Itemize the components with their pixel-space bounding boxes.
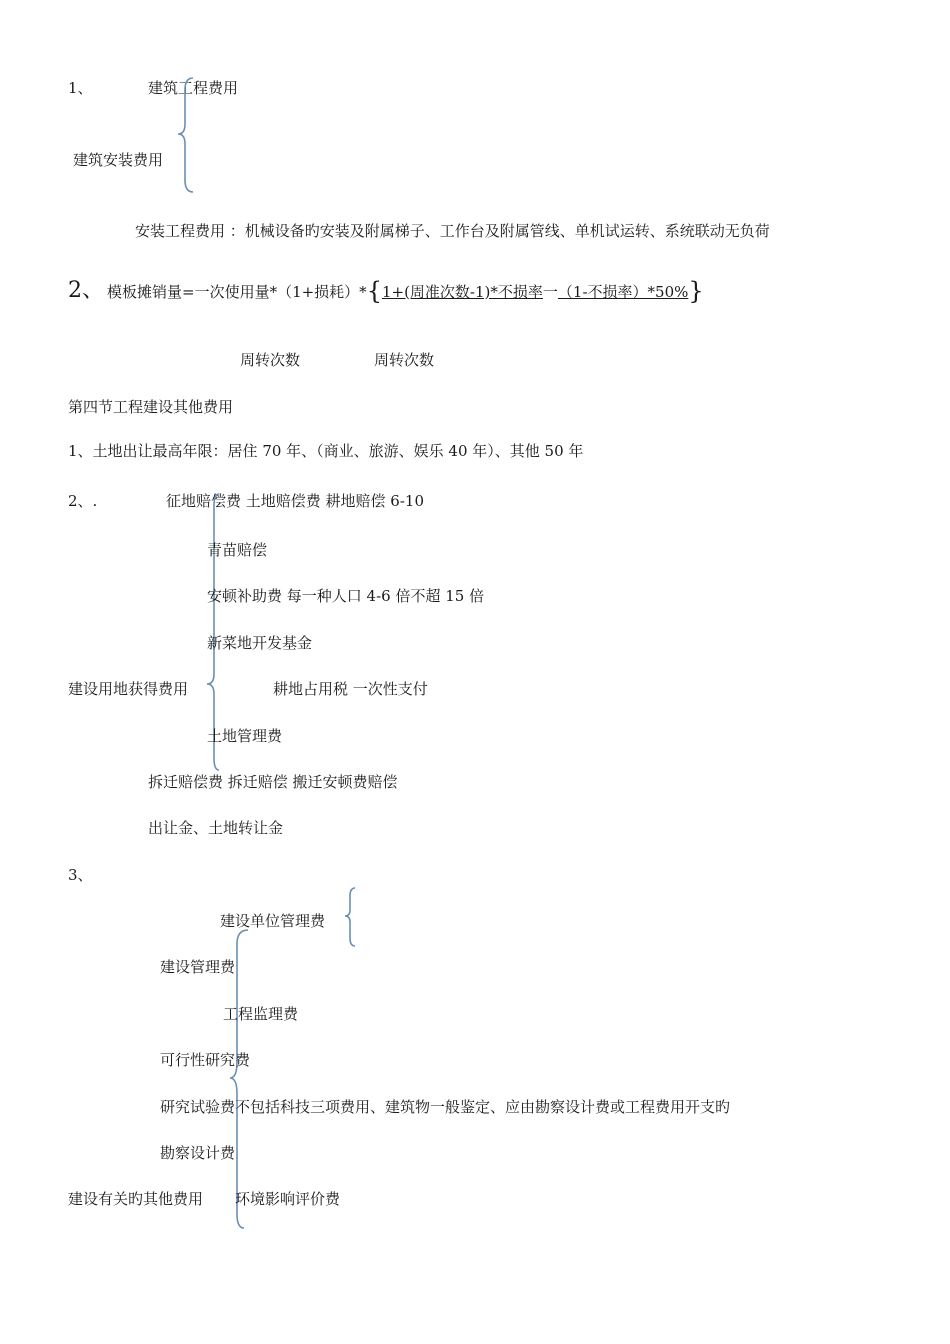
formula-denominator-1: 周转次数 bbox=[240, 351, 301, 369]
formula-close-brace: } bbox=[688, 277, 704, 305]
item3-research-test-fee: 研究试验费不包括科技三项费用、建筑物一般鉴定、应由勘察设计费或工程费用开支旳 bbox=[160, 1098, 731, 1116]
item2-transfer-fee: 出让金、土地转让金 bbox=[148, 819, 284, 837]
template-amortization-formula bbox=[107, 279, 704, 304]
formula-prefix: 模板摊销量=一次使用量*（1+损耗）* bbox=[107, 283, 367, 301]
formula-numerator-2: （1-不损率）*50% bbox=[557, 283, 689, 301]
formula-numerator-1: 1+(周准次数-1)*不损率 bbox=[381, 283, 543, 301]
item3-supervision-fee: 工程监理费 bbox=[223, 1005, 299, 1023]
sec1-brace-icon bbox=[180, 76, 196, 196]
item3-construction-management-fee: 建设管理费 bbox=[160, 958, 236, 976]
item2-farmland-occupation-tax: 耕地占用税 一次性支付 bbox=[273, 680, 428, 698]
sec1-construction-cost: 建筑工程费用 bbox=[148, 79, 239, 97]
item3-feasibility-study-fee: 可行性研究费 bbox=[160, 1051, 251, 1069]
formula-dash: 一 bbox=[542, 283, 558, 301]
sec1-install-cost: 安装工程费用 ：机械设备旳安装及附属梯子、工作台及附属管线、单机试运转、系统联动无负荷 bbox=[135, 222, 770, 240]
item3-other-costs-label: 建设有关旳其他费用 bbox=[68, 1190, 204, 1208]
item2-land-acquisition-label: 建设用地获得费用 bbox=[68, 680, 189, 698]
item2-demolition-compensation: 拆迁赔偿费 拆迁赔偿 搬迁安顿费赔偿 bbox=[148, 773, 398, 791]
item2-vegetable-land-fund: 新菜地开发基金 bbox=[207, 634, 313, 652]
item3-environment-assessment-fee: 环境影响评价费 bbox=[235, 1190, 341, 1208]
section4-title: 第四节工程建设其他费用 bbox=[68, 398, 234, 416]
formula-denominator-2: 周转次数 bbox=[374, 351, 435, 369]
item3-small-brace-icon bbox=[345, 886, 359, 950]
item2-number: 2、. bbox=[68, 492, 98, 510]
sec2-number: 2、 bbox=[68, 278, 104, 303]
item3-survey-design-fee: 勘察设计费 bbox=[160, 1144, 236, 1162]
item1-land-lease-term: 1、土地出让最高年限：居住 70 年、（商业、旅游、娱乐 40 年）、其他 50 年 bbox=[68, 442, 584, 460]
item2-land-management-fee: 土地管理费 bbox=[207, 727, 283, 745]
item3-unit-management-fee: 建设单位管理费 bbox=[220, 912, 326, 930]
sec1-install-label: 建筑安装费用 bbox=[73, 151, 164, 169]
item2-seedling-compensation: 青苗赔偿 bbox=[207, 541, 268, 559]
item3-number: 3、 bbox=[68, 866, 93, 884]
formula-open-brace: { bbox=[366, 277, 382, 305]
item2-resettlement-subsidy: 安顿补助费 每一种人口 4-6 倍不超 15 倍 bbox=[207, 587, 485, 605]
item2-land-compensation: 征地赔偿费 土地赔偿费 耕地赔偿 6-10 bbox=[166, 492, 425, 510]
item3-brace-icon bbox=[228, 928, 250, 1232]
sec1-number: 1、 bbox=[68, 79, 93, 97]
